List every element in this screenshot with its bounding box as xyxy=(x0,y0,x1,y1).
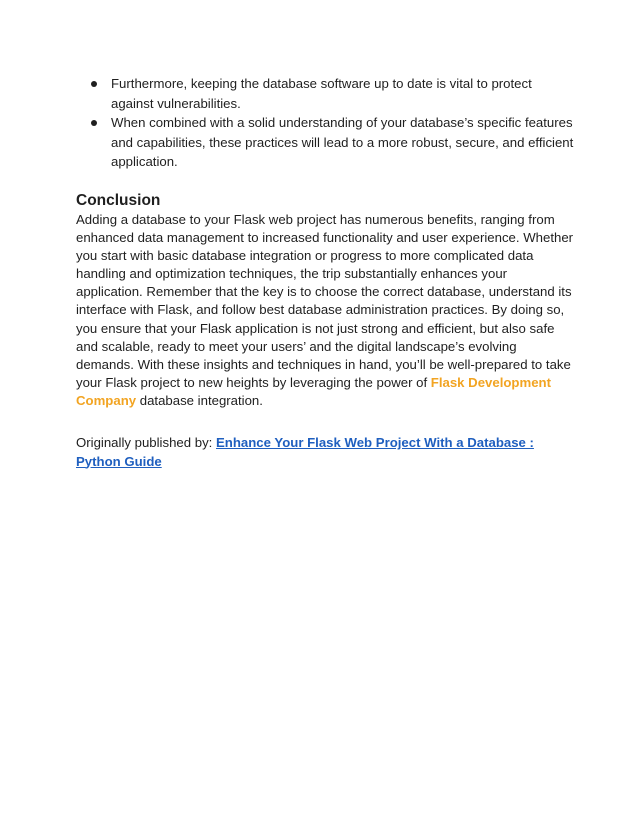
list-item xyxy=(76,113,576,172)
bullet-list xyxy=(76,74,576,172)
bullet-text: When combined with a solid understanding of your database’s specific features and capabilities, these practices will lead to a more robust, secure, and efficient application. xyxy=(111,115,574,169)
highlight-text: Flask Development Company xyxy=(76,374,551,408)
published-line xyxy=(76,434,574,471)
conclusion-paragraph xyxy=(76,211,574,410)
section-heading: Conclusion xyxy=(76,192,161,209)
source-link[interactable]: Enhance Your Flask Web Project With a Database : Python Guide xyxy=(76,435,534,469)
conclusion-text-end: database integration. xyxy=(136,392,263,408)
published-label: Originally published by: xyxy=(76,435,217,450)
list-item xyxy=(76,74,576,113)
bullet-icon xyxy=(91,120,97,126)
bullet-text: Furthermore, keeping the database software up to date is vital to protect against vulnerabilities. xyxy=(111,76,532,111)
bullet-icon xyxy=(91,81,97,87)
conclusion-text: Adding a database to your Flask web project has numerous benefits, ranging from enhanced data management to increased functionality and user experience. Whether you start with basic database integration or progress to more complicated data handling and optimization techniques, the trip substantially enhances your application. Remember that the key is to choose the correct database, understand its interface with Flask, and follow best database administration practices. By doing so, you ensure that your Flask application is not just strong and efficient, but also safe and scalable, ready to meet your users’ and the digital landscape’s evolving demands. With these insights and techniques in hand, you’ll be well-prepared to take your Flask project to new heights by leveraging the power of xyxy=(76,212,574,390)
